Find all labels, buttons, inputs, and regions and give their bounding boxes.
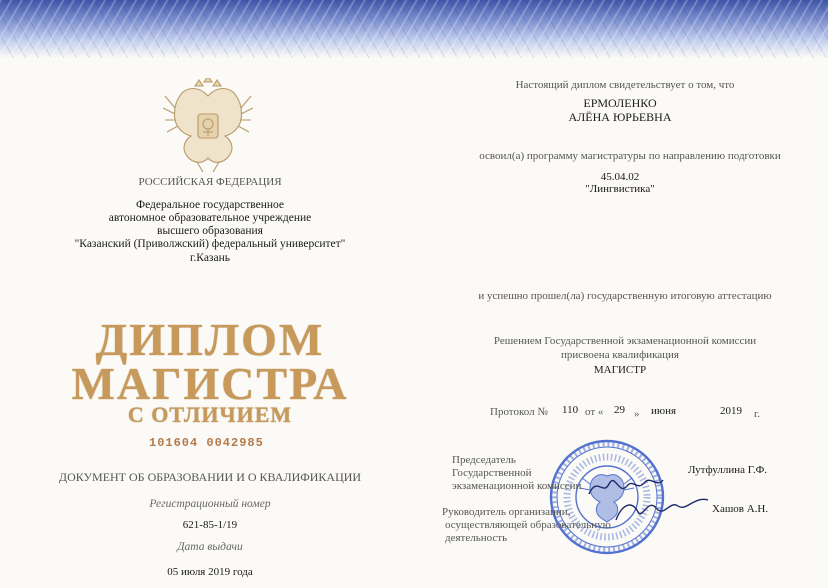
attestation-text: и успешно прошел(ла) государственную итоговую аттестацию (478, 290, 772, 302)
diploma-title: ДИПЛОМ (95, 314, 325, 365)
chair-title-line-3: экзаменационной комиссии (452, 480, 582, 492)
coat-of-arms-icon (163, 78, 253, 174)
org-line-2: автономное образовательное учреждение (108, 212, 312, 224)
country-name: РОССИЙСКАЯ ФЕДЕРАЦИЯ (138, 176, 282, 188)
program-name: "Лингвистика" (585, 183, 655, 195)
graduate-surname: ЕРМОЛЕНКО (583, 96, 657, 110)
registration-label: Регистрационный номер (149, 498, 271, 510)
year-suffix: г. (754, 408, 761, 420)
head-signature (612, 490, 712, 530)
org-line-5: г.Казань (190, 252, 230, 264)
graduate-name: АЛЁНА ЮРЬЕВНА (568, 110, 672, 124)
head-name: Хашов А.Н. (712, 503, 769, 515)
issue-date: 05 июля 2019 года (167, 566, 253, 578)
org-line-4: "Казанский (Приволжский) федеральный университет" (74, 238, 346, 250)
close-quote: » (634, 408, 640, 420)
document-type: ДОКУМЕНТ ОБ ОБРАЗОВАНИИ И О КВАЛИФИКАЦИИ (58, 470, 362, 484)
date-from-label: от « (585, 406, 604, 418)
issue-date-label: Дата выдачи (177, 541, 243, 553)
head-title-line-1: Руководитель организации, (442, 506, 571, 518)
org-line-1: Федеральное государственное (135, 199, 284, 211)
honors-label: С ОТЛИЧИЕМ (127, 402, 293, 427)
protocol-number: 110 (562, 404, 579, 416)
protocol-day: 29 (614, 404, 625, 416)
intro-text: Настоящий диплом свидетельствует о том, что (515, 79, 735, 91)
head-title-line-2: осуществляющей образовательную (445, 519, 611, 531)
protocol-month: июня (651, 405, 677, 417)
chair-title-line-2: Государственной (452, 467, 532, 479)
protocol-label: Протокол № (490, 406, 548, 418)
security-pattern (0, 0, 828, 58)
commission-decision: Решением Государственной экзаменационной комиссии (493, 335, 757, 347)
program-text: освоил(а) программу магистратуры по направлению подготовки (479, 150, 781, 162)
program-code: 45.04.02 (600, 171, 640, 183)
registration-number: 621-85-1/19 (182, 519, 238, 531)
qualification-awarded: присвоена квалификация (561, 349, 679, 361)
protocol-year: 2019 (720, 405, 742, 417)
serial-number: 101604 0042985 (149, 436, 264, 450)
head-title-line-3: деятельность (445, 532, 508, 544)
chair-name: Лутфуллина Г.Ф. (688, 464, 768, 476)
chair-title-line-1: Председатель (452, 454, 516, 466)
qualification: МАГИСТР (593, 364, 647, 376)
org-line-3: высшего образования (157, 225, 263, 237)
diploma-subtitle: МАГИСТРА (71, 358, 349, 409)
